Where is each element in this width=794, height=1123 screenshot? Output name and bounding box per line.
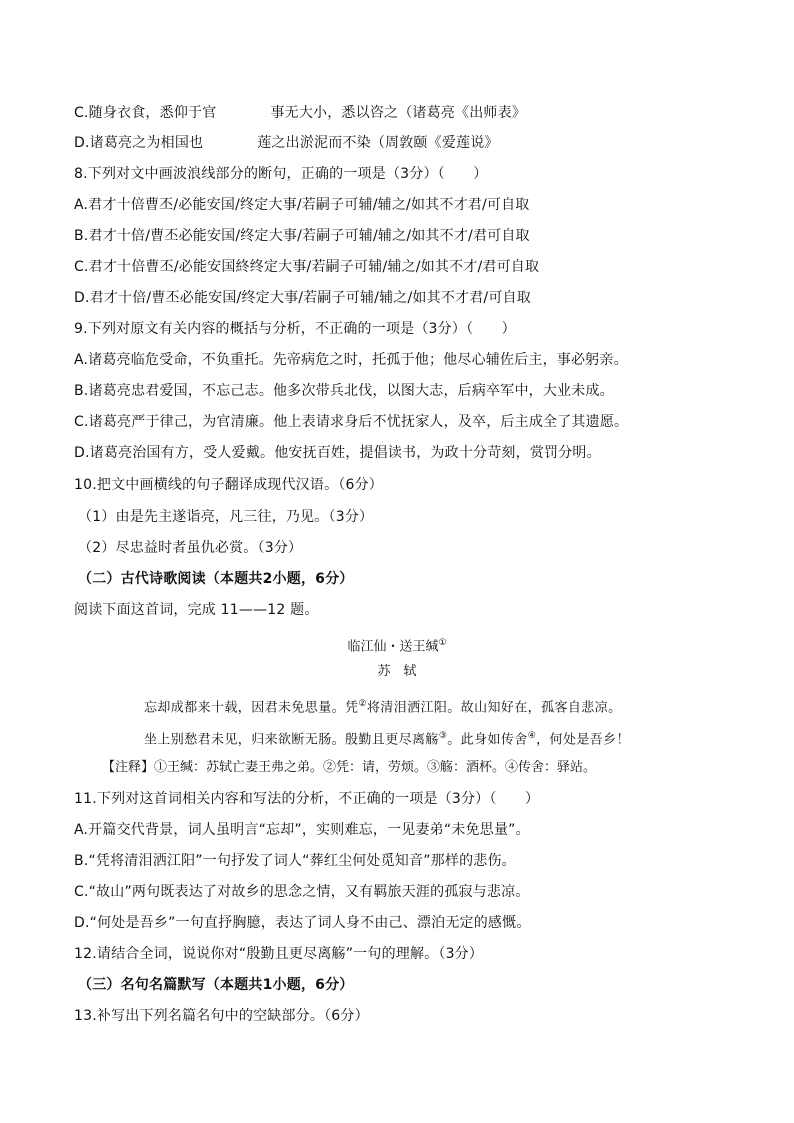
- poem-text: 忘却成都来十载，因君未免思量。凭: [144, 700, 359, 716]
- footnote-marker: ③: [438, 731, 448, 741]
- poem-title: [0, 634, 794, 656]
- question-11-option-c: C.“故山”两句既表达了对故乡的思念之情，又有羁旅天涯的孤寂与悲凉。: [74, 884, 530, 900]
- option-text: 莲之出淤泥而不染（周敦颐《爱莲说》: [257, 135, 499, 151]
- question-13: 13.补写出下列名篇名句中的空缺部分。（6分）: [74, 1008, 369, 1024]
- question-8: 8.下列对文中画波浪线部分的断句，正确的一项是（3分）（ ）: [74, 166, 488, 182]
- poem-text: 将清泪洒江阳。故山知好在，孤客自悲凉。: [366, 700, 622, 716]
- question-8-option-b: B.君才十倍/曹丕必能安国/终定大事/若嗣子可辅/辅之/如其不才/君可自取: [74, 228, 530, 244]
- poem-annotation: 【注释】①王缄：苏轼亡妻王弗之弟。②凭：请，劳烦。③觞：酒杯。④传舍：驿站。: [102, 760, 597, 775]
- question-11-option-d: D.“何处是吾乡”一句直抒胸臆，表达了词人身不由己、漂泊无定的感慨。: [74, 915, 531, 931]
- poem-line-2: [144, 726, 630, 750]
- question-9-option-a: A.诸葛亮临危受命，不负重托。先帝病危之时，托孤于他；他尽心辅佐后主，事必躬亲。: [74, 352, 628, 368]
- question-11-option-a: A.开篇交代背景，词人虽明言“忘却”，实则难忘，一见妻弟“未免思量”。: [74, 822, 530, 838]
- poem-text: 坐上别愁君未见，归来欲断无肠。殷勤且更尽离觞: [144, 732, 439, 748]
- footnote-marker: ①: [438, 638, 447, 648]
- question-9-option-d: D.诸葛亮治国有方，受人爱戴。他安抚百姓，提倡读书，为政十分苛刻，赏罚分明。: [74, 445, 601, 461]
- question-9: 9.下列对原文有关内容的概括与分析，不正确的一项是（3分）（ ）: [74, 321, 516, 337]
- option-text: D.诸葛亮之为相国也: [74, 135, 204, 151]
- question-11-option-b: B.“凭将清泪洒江阳”一句抒发了词人“葬红尘何处觅知音”那样的悲伤。: [74, 853, 516, 869]
- question-9-option-c: C.诸葛亮严于律己，为官清廉。他上表请求身后不忧抚家人，及卒，后主成全了其遗愿。: [74, 414, 629, 430]
- option-text: C.随身衣食，悉仰于官: [74, 105, 217, 121]
- option-d-previous: [74, 133, 499, 153]
- option-c-previous: [74, 103, 526, 123]
- poem-author: 苏 轼: [377, 664, 417, 679]
- question-8-option-a: A.君才十倍曹丕/必能安国/终定大事/若嗣子可辅/辅之/如其不才君/可自取: [74, 197, 530, 213]
- question-10-part-1: （1）由是先主遂诣亮，凡三往，乃见。（3分）: [78, 509, 374, 525]
- section-heading-recitation: （三）名句名篇默写（本题共1小题，6分）: [78, 977, 354, 993]
- poem-title-text: 临江仙・送王缄: [347, 639, 439, 655]
- footnote-marker: ②: [358, 699, 367, 709]
- question-10: 10.把文中画横线的句子翻译成现代汉语。（6分）: [74, 477, 383, 493]
- section-heading-poetry: （二）古代诗歌阅读（本题共2小题，6分）: [78, 571, 354, 587]
- question-11: 11.下列对这首词相关内容和写法的分析，不正确的一项是（3分）（ ）: [74, 791, 540, 807]
- question-8-option-c: C.君才十倍曹丕/必能安国終终定大事/若嗣子可辅/辅之/如其不才/君可自取: [74, 259, 540, 275]
- question-9-option-b: B.诸葛亮忠君爱国，不忘己志。他多次带兵北伐，以图大志，后病卒军中，大业未成。: [74, 383, 614, 399]
- poetry-intro: 阅读下面这首词，完成 11——12 题。: [74, 602, 319, 618]
- poem-text: ，何处是吾乡！: [536, 732, 630, 748]
- footnote-marker: ④: [527, 731, 537, 741]
- question-8-option-d: D.君才十倍/曹丕必能安国/终定大事/若嗣子可辅/辅之/如其不才君/可自取: [74, 290, 531, 306]
- poem-line-1: [144, 694, 621, 718]
- option-text: 事无大小，悉以咨之（诸葛亮《出师表》: [270, 105, 527, 121]
- question-12: 12.请结合全词，说说你对“殷勤且更尽离觞”一句的理解。（3分）: [74, 946, 484, 962]
- poem-text: 。此身如传舍: [447, 732, 528, 748]
- question-10-part-2: （2）尽忠益时者虽仇必赏。（3分）: [78, 540, 303, 556]
